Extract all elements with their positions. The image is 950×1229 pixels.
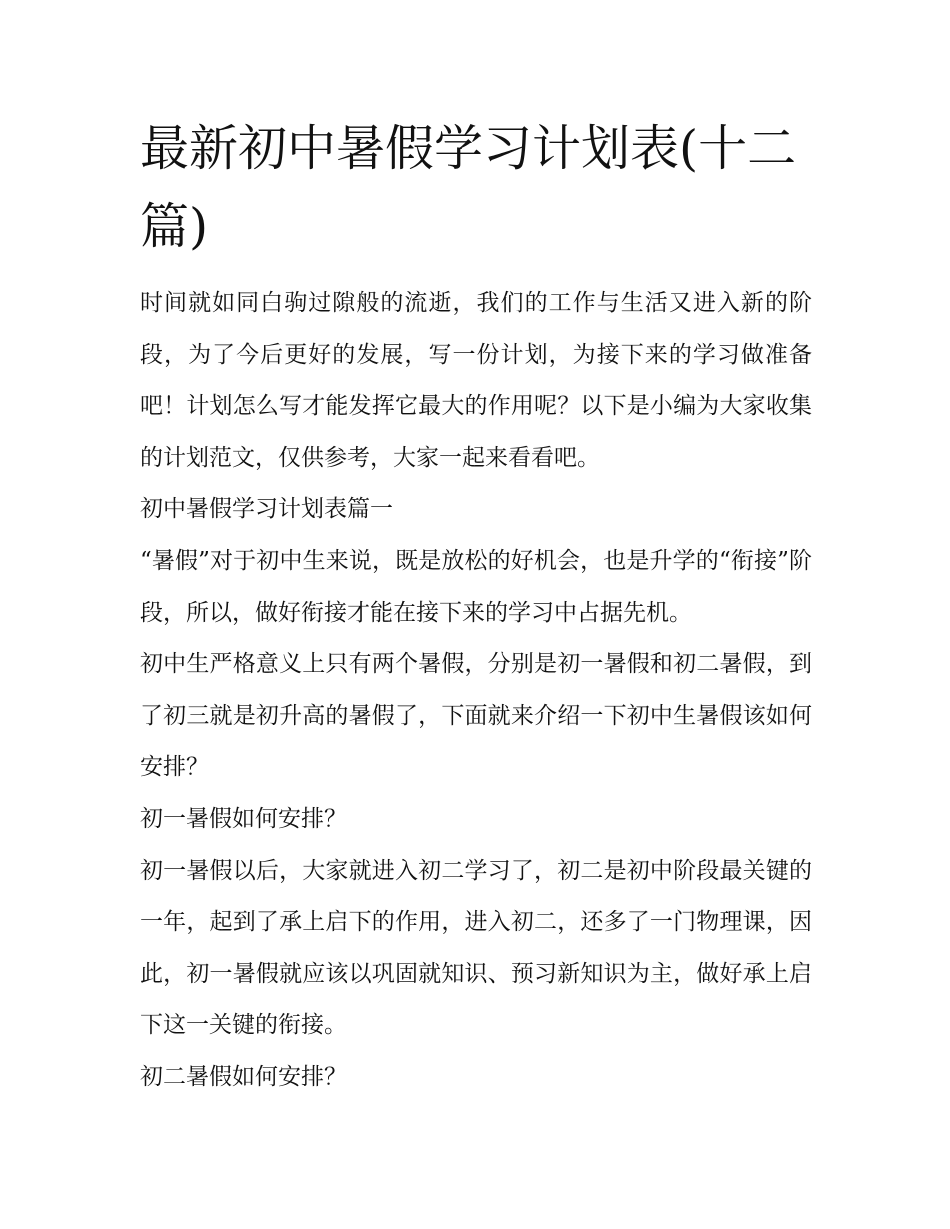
document-title: 最新初中暑假学习计划表(十二篇) bbox=[140, 120, 797, 255]
subheading: 初二暑假如何安排？ bbox=[140, 1063, 347, 1090]
subheading: 初一暑假如何安排？ bbox=[140, 805, 347, 832]
section-heading: 初中暑假学习计划表篇一 bbox=[140, 496, 393, 523]
body-paragraph: 初一暑假以后，大家就进入初二学习了，初二是初中阶段最关键的一年，起到了承上启下的作用，进入初二，还多了一门物理课，因此，初一暑假就应该以巩固就知识、预习新知识为主，做好承上启下这一关键的衔接。 bbox=[140, 857, 812, 1039]
document-page bbox=[140, 110, 812, 1104]
intro-paragraph: 时间就如同白驹过隙般的流逝，我们的工作与生活又进入新的阶段，为了今后更好的发展，写一份计划，为接下来的学习做准备吧！计划怎么写才能发挥它最大的作用呢？以下是小编为大家收集的计划范文，仅供参考，大家一起来看看吧。 bbox=[140, 290, 812, 471]
body-paragraph: 初中生严格意义上只有两个暑假，分别是初一暑假和初二暑假，到了初三就是初升高的暑假了，下面就来介绍一下初中生暑假该如何安排？ bbox=[140, 651, 812, 781]
body-paragraph: “暑假”对于初中生来说，既是放松的好机会，也是升学的“衔接”阶段，所以，做好衔接才能在接下来的学习中占据先机。 bbox=[140, 547, 812, 626]
